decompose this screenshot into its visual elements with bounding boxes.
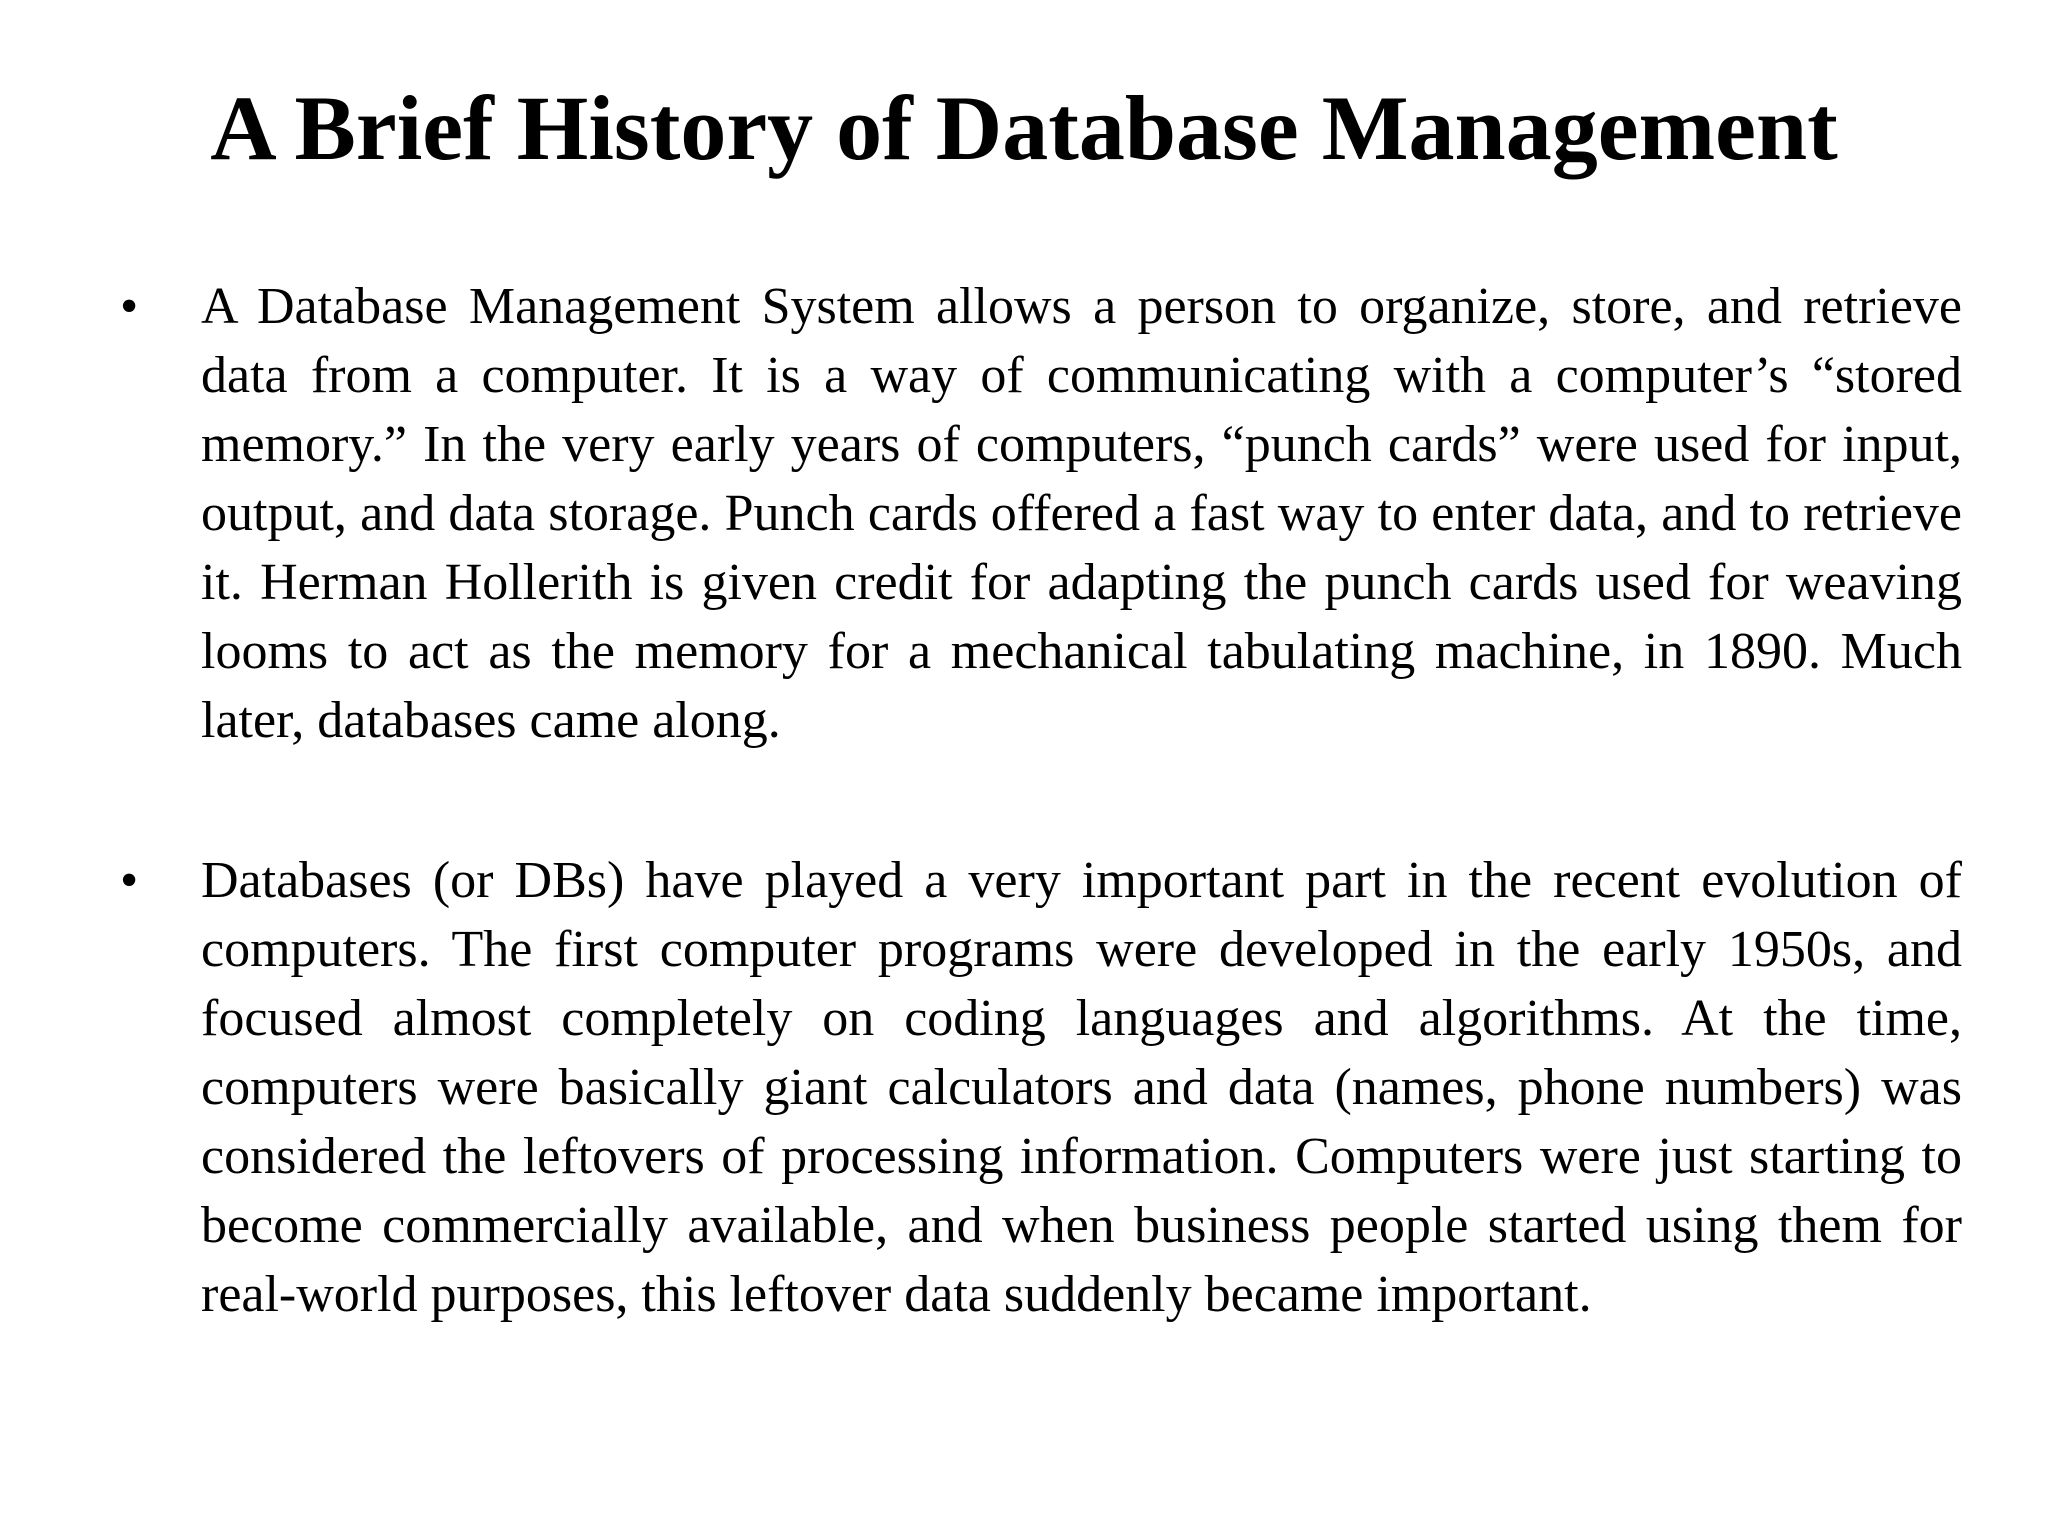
bullet-text-1: A Database Management System allows a person to organize, store, and retrieve data from a computer. It is a way of communicating with a computer’s “stored memory.” In the very early years of computers, “punch cards” were used for input, output, and data storage. Punch cards offered a fast way to enter data, and to retrieve it. Herman Hollerith is given credit for adapting the punch cards used for weaving looms to act as the memory for a mechanical tabulating machine, in 1890. Much later, databases came along.: [201, 278, 1962, 749]
slide-title: A Brief History of Database Management: [210, 77, 1838, 179]
bullet-marker-2: •: [120, 852, 139, 909]
bullet-marker-1: •: [120, 278, 139, 335]
bullet-text-2: Databases (or DBs) have played a very important part in the recent evolution of computers. The first computer programs were developed in the early 1950s, and focused almost completely on coding languages and algorithms. At the time, computers were basically giant calculators and data (names, phone numbers) was considered the leftovers of processing information. Computers were just starting to become commercially available, and when business people started using them for real-world purposes, this leftover data suddenly became important.: [201, 852, 1962, 1323]
